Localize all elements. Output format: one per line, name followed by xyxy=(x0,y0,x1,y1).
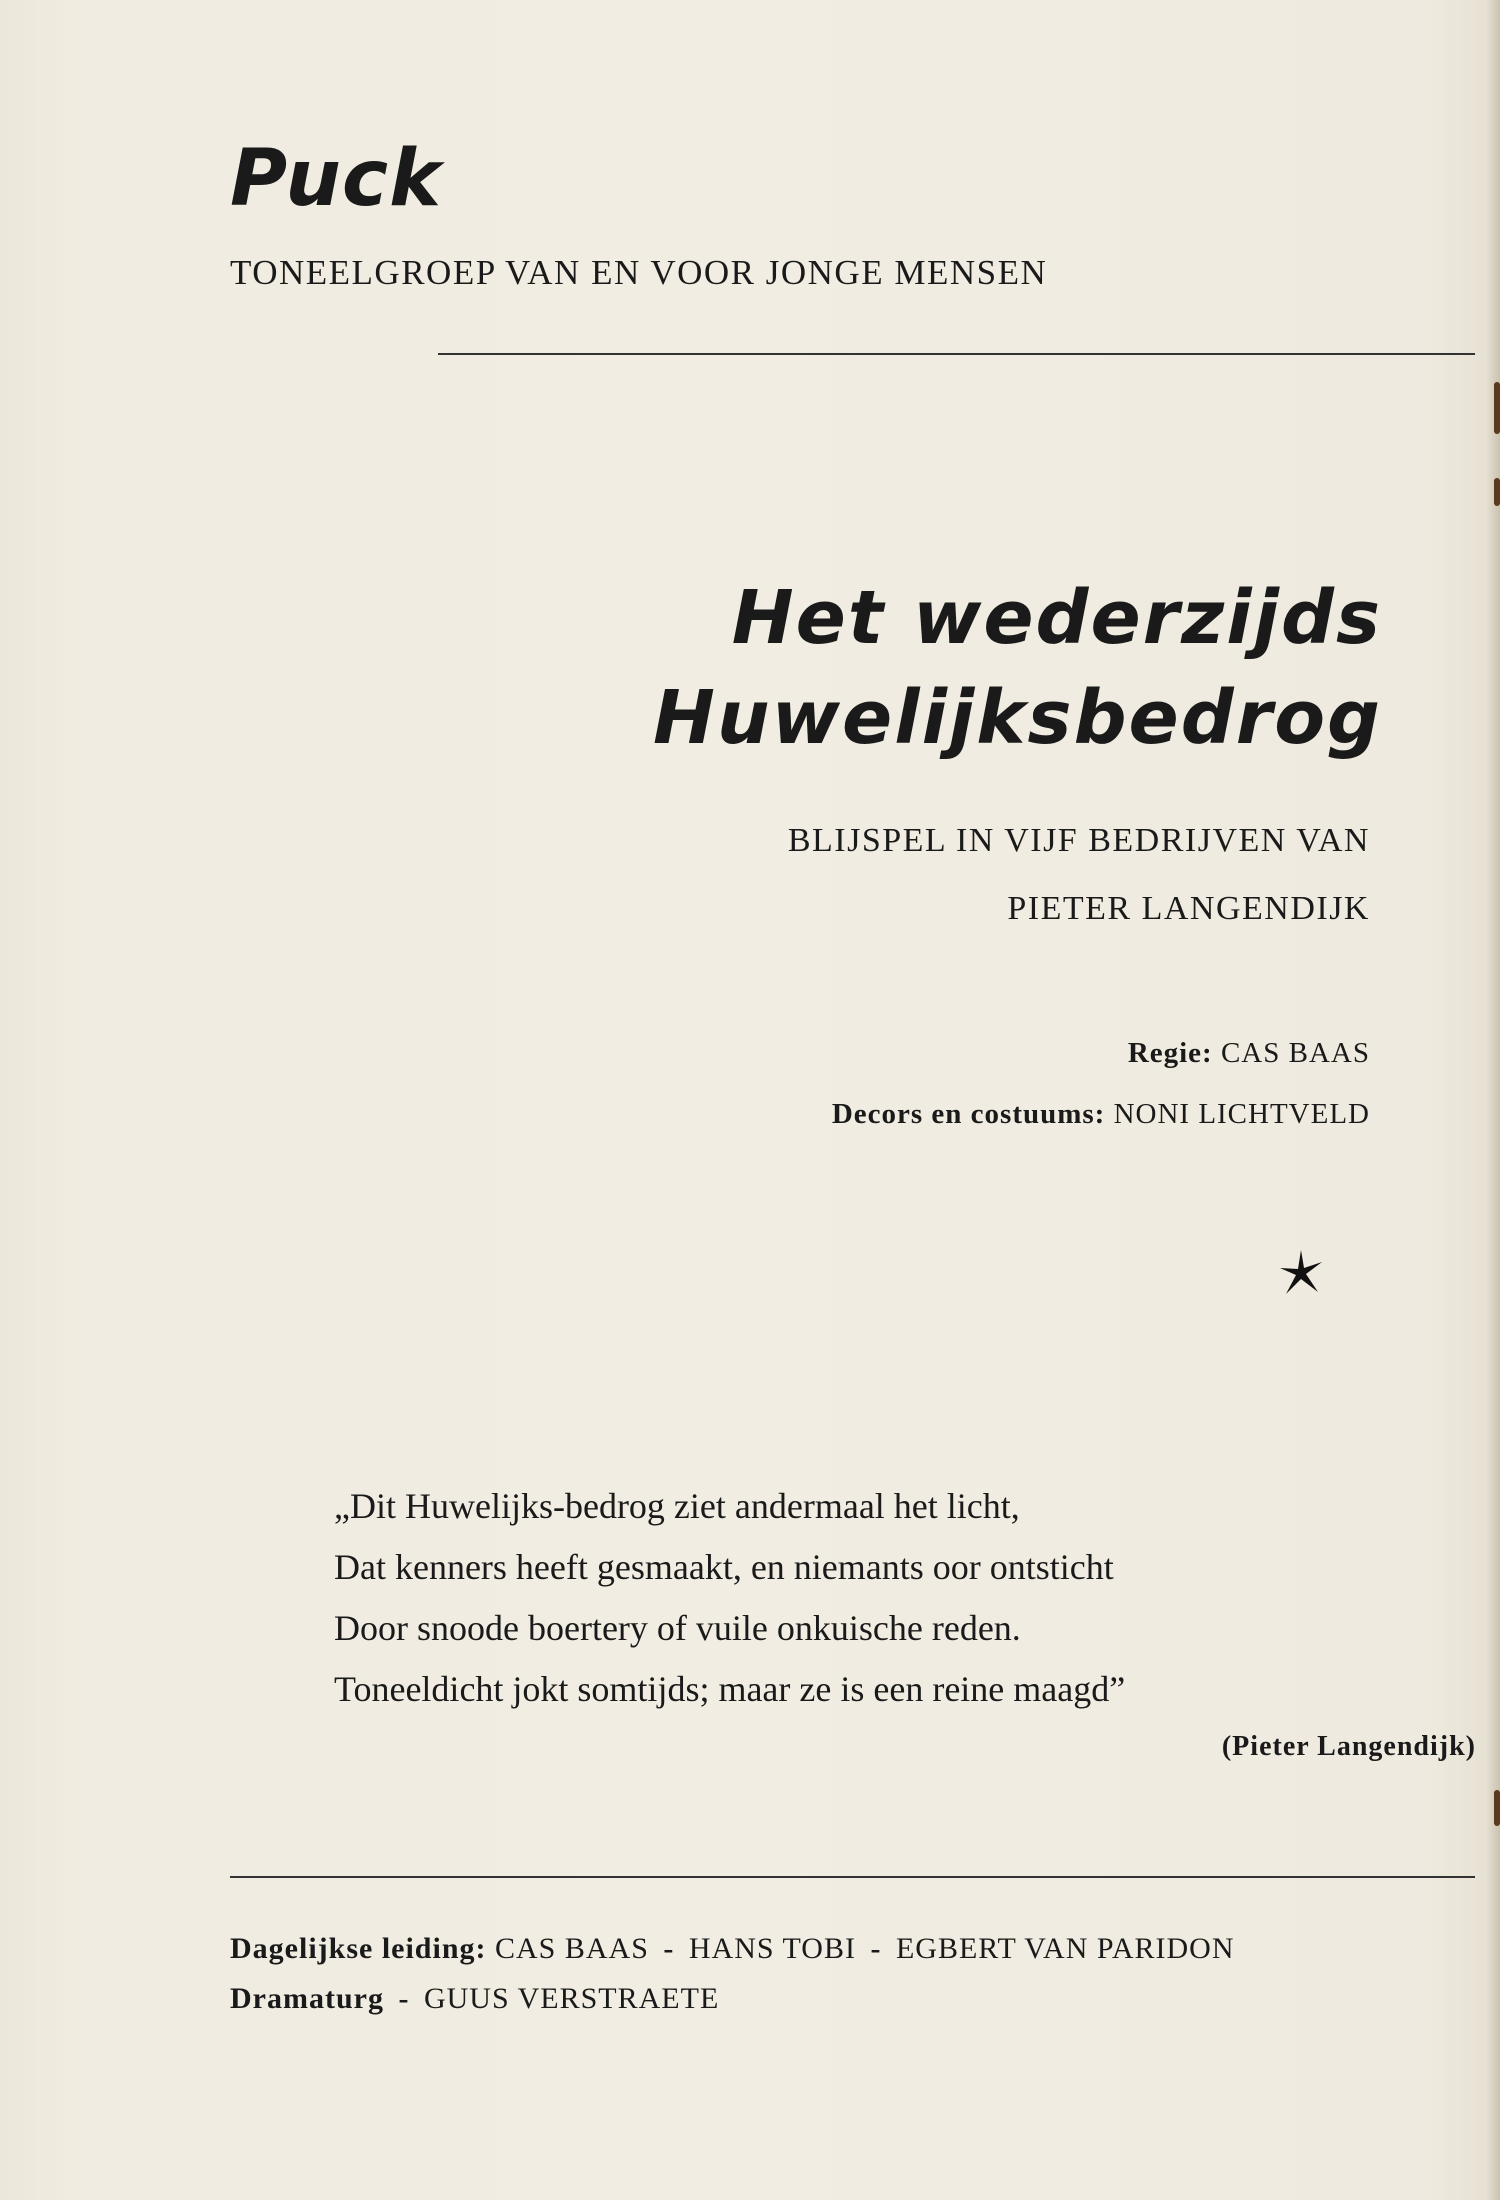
top-divider xyxy=(438,353,1475,355)
quotation xyxy=(334,1476,1384,1720)
name-separator: - xyxy=(663,1932,675,1965)
direction-label: Regie: xyxy=(1127,1037,1213,1069)
play-title-line-1: Het wederzijds xyxy=(731,575,1382,661)
direction-credit xyxy=(370,1037,1370,1070)
dramaturg-name: GUUS VERSTRAETE xyxy=(423,1982,720,2015)
binding-stain xyxy=(1494,478,1500,506)
leader-name: CAS BAAS xyxy=(495,1932,649,1965)
brand-title: Puck xyxy=(230,134,443,224)
quote-line-2: Dat kenners heeft gesmaakt, en niemants oor ontsticht xyxy=(334,1547,1114,1587)
page-edge-shadow xyxy=(1486,0,1500,2200)
play-genre: BLIJSPEL IN VIJF BEDRIJVEN VAN xyxy=(787,822,1370,859)
quote-attribution: (Pieter Langendijk) xyxy=(1221,1731,1476,1762)
leader-name: HANS TOBI xyxy=(688,1932,856,1965)
binding-stain xyxy=(1494,382,1500,434)
bottom-divider xyxy=(230,1876,1475,1878)
design-credit xyxy=(370,1098,1370,1131)
name-separator: - xyxy=(870,1932,882,1965)
binding-stain xyxy=(1494,1790,1500,1826)
play-author: PIETER LANGENDIJK xyxy=(1007,890,1370,927)
dramaturg-line xyxy=(230,1982,719,2016)
direction-name: CAS BAAS xyxy=(1220,1037,1370,1069)
name-separator: - xyxy=(398,1982,410,2015)
star-icon xyxy=(1278,1248,1324,1296)
quote-line-4: Toneeldicht jokt somtijds; maar ze is een reine maagd” xyxy=(334,1669,1126,1709)
quote-line-1: „Dit Huwelijks-bedrog ziet andermaal het licht, xyxy=(334,1486,1020,1526)
leadership-line xyxy=(230,1932,1234,1966)
company-subtitle: TONEELGROEP VAN EN VOOR JONGE MENSEN xyxy=(230,253,1048,292)
leader-name: EGBERT VAN PARIDON xyxy=(895,1932,1235,1965)
dramaturg-label: Dramaturg xyxy=(230,1982,384,2015)
leadership-label: Dagelijkse leiding: xyxy=(230,1932,487,1965)
play-title-line-2: Huwelijksbedrog xyxy=(653,675,1382,761)
design-label: Decors en costuums: xyxy=(831,1098,1106,1130)
quote-line-3: Door snoode boertery of vuile onkuische reden. xyxy=(334,1608,1021,1648)
design-name: NONI LICHTVELD xyxy=(1113,1098,1370,1130)
play-title xyxy=(382,568,1382,768)
